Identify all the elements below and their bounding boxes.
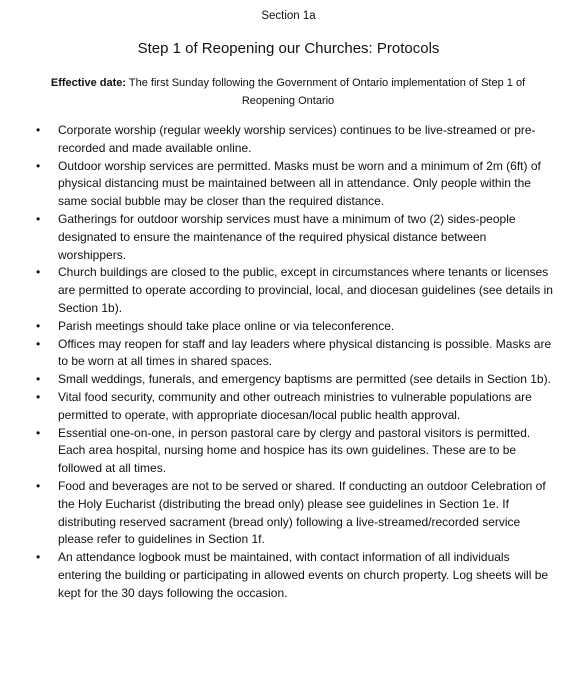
list-item-text: Parish meetings should take place online or via teleconference. — [58, 318, 395, 333]
bullet-icon: • — [36, 336, 41, 351]
page-title: Step 1 of Reopening our Churches: Protocols — [137, 40, 440, 57]
list-item — [36, 211, 556, 264]
list-item-text: Church buildings are closed to the public, except in circumstances where tenants or licenses are permitted to operate according to provincial, local, and diocesan guidelines (see details in Section 1b). — [58, 265, 553, 315]
list-item-text: Food and beverages are not to be served or shared. If conducting an outdoor Celebration of the Holy Eucharist (distributing the bread only) please see guidelines in Section 1e. If distributing reserved sacrament (bread only) following a live-streamed/recorded service please refer to guidelines in Section 1f. — [58, 478, 546, 547]
effective-date-text: The first Sunday following the Government of Ontario implementation of Step 1 of Reopening Ontario — [126, 77, 526, 107]
bullet-icon: • — [36, 318, 41, 333]
list-item-text: Outdoor worship services are permitted. Masks must be worn and a minimum of 2m (6ft) of physical distancing must be maintained between all in attendance. Only people within the same social bubble may be closer than the required distance. — [58, 158, 541, 209]
list-item — [36, 336, 556, 372]
list-item-text: Gatherings for outdoor worship services must have a minimum of two (2) sides-people designated to ensure the maintenance of the required physical distance between worshippers. — [58, 211, 516, 262]
list-item-text: An attendance logbook must be maintained, with contact information of all individuals entering the building or participating in allowed events on church property. Log sheets will be kept for the 30 days following the occasion. — [58, 550, 549, 600]
list-item — [36, 264, 556, 317]
protocol-list — [36, 122, 556, 603]
effective-date-label: Effective date: — [50, 77, 127, 89]
effective-date — [28, 74, 548, 110]
bullet-icon: • — [36, 550, 41, 565]
list-item — [36, 389, 556, 425]
list-item-text: Essential one-on-one, in person pastoral care by clergy and pastoral visitors is permitted. Each area hospital, nursing home and hospice has its own guidelines. These are to be followed at all times. — [58, 425, 531, 476]
list-item — [36, 371, 556, 389]
list-item — [36, 425, 556, 478]
list-item-text: Corporate worship (regular weekly worship services) continues to be live-streamed or pre-recorded and made available online. — [58, 123, 536, 155]
bullet-icon: • — [36, 372, 41, 387]
bullet-icon: • — [36, 123, 41, 137]
list-item-text: Small weddings, funerals, and emergency baptisms are permitted (see details in Section 1b). — [58, 372, 551, 387]
section-label: Section 1a — [261, 10, 316, 22]
list-item-text: Offices may reopen for staff and lay leaders where physical distancing is possible. Masks are to be worn at all times in shared spaces. — [58, 336, 552, 369]
bullet-icon: • — [36, 389, 41, 404]
list-item-text: Vital food security, community and other outreach ministries to vulnerable populations are permitted to operate, with appropriate diocesan/local public health approval. — [58, 389, 532, 422]
list-item — [36, 122, 556, 158]
bullet-icon: • — [36, 425, 41, 440]
list-item — [36, 318, 556, 336]
list-item — [36, 478, 556, 549]
bullet-icon: • — [36, 478, 41, 493]
bullet-icon: • — [36, 158, 41, 173]
list-item — [36, 549, 556, 602]
bullet-icon: • — [36, 211, 41, 226]
bullet-icon: • — [36, 265, 41, 280]
list-item — [36, 158, 556, 211]
